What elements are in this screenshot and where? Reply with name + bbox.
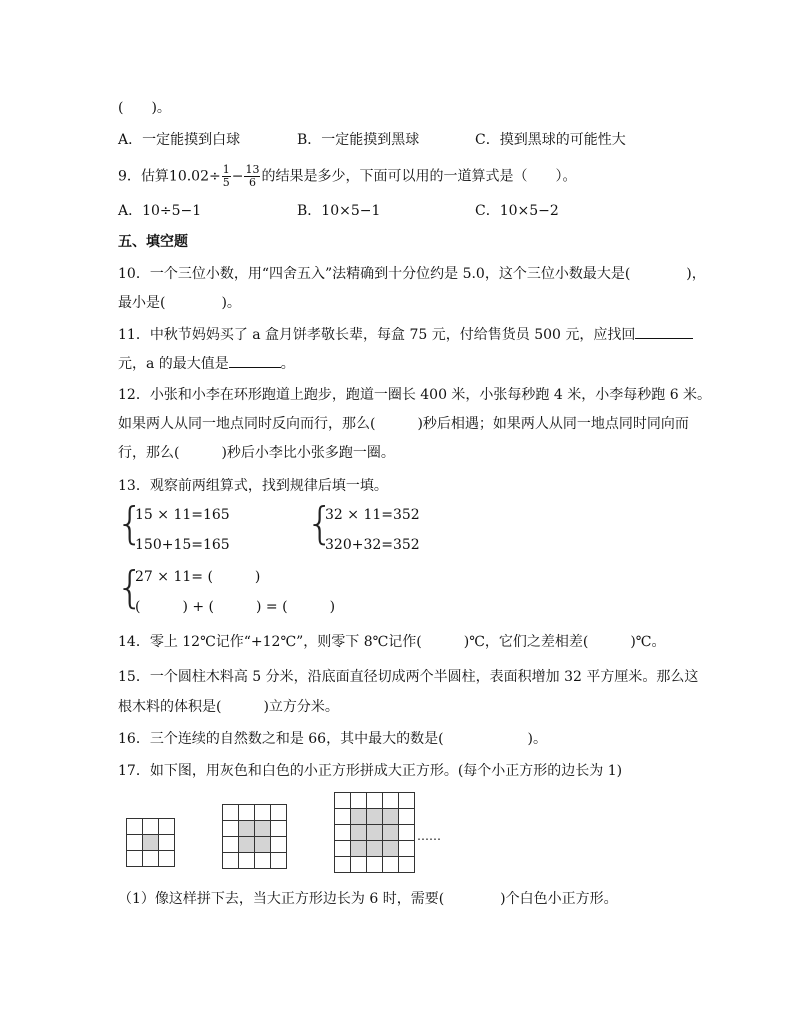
q11-text-2: 元，a 的最大值是 [118, 356, 229, 372]
white-square [143, 819, 159, 835]
gray-square [351, 825, 367, 841]
white-square [335, 793, 351, 809]
pattern-grid-1 [126, 818, 179, 871]
q13-group2-b: 320+32=352 [325, 537, 420, 553]
gray-square [255, 821, 271, 837]
white-square [271, 821, 287, 837]
gray-square [255, 837, 271, 853]
white-square [239, 853, 255, 869]
white-square [255, 805, 271, 821]
q9-option-a: A．10÷5−1 [118, 203, 202, 219]
q11-period: 。 [280, 356, 295, 372]
section-title: 五、填空题 [118, 234, 188, 250]
gray-square [383, 825, 399, 841]
q11-line2 [118, 353, 295, 374]
q13-group1-a: 15 × 11=165 [135, 507, 230, 523]
q11-blank-2 [229, 353, 281, 368]
white-square [351, 857, 367, 873]
white-square [399, 841, 415, 857]
q12-line2: 如果两人从同一地点同时反向而行，那么( )秒后相遇；如果两人从同一地点同时同向而 [118, 416, 689, 432]
gray-square [367, 825, 383, 841]
q13-brace-3: { [116, 562, 144, 613]
white-square [159, 835, 175, 851]
white-square [335, 841, 351, 857]
q9-frac1-num: 1 [222, 163, 230, 176]
white-square [367, 793, 383, 809]
gray-square [383, 841, 399, 857]
q9-option-b: B．10×5−1 [297, 203, 381, 219]
white-square [399, 825, 415, 841]
pattern-grid-2 [222, 804, 289, 871]
pattern-grid-3 [334, 792, 415, 873]
white-square [383, 793, 399, 809]
q12-line3: 行，那么( )秒后小李比小张多跑一圈。 [118, 445, 395, 461]
q9-fraction-1 [222, 164, 231, 189]
q9-minus: − [231, 168, 244, 185]
q13-group1-b: 150+15=165 [135, 537, 230, 553]
q8-tail: ( )。 [118, 100, 171, 116]
q10-line2: 最小是( )。 [118, 295, 241, 311]
white-square [335, 857, 351, 873]
gray-square [351, 841, 367, 857]
q17-line1: 17．如下图，用灰色和白色的小正方形拼成大正方形。(每个小正方形的边长为 1) [118, 763, 623, 779]
white-square [335, 809, 351, 825]
white-square [335, 825, 351, 841]
q8-option-a: A．一定能摸到白球 [118, 132, 241, 148]
q13-brace-1: { [116, 498, 144, 549]
q8-option-c: C．摸到黑球的可能性大 [475, 132, 626, 148]
q17-sub1: （1）像这样拼下去，当大正方形边长为 6 时，需要( )个白色小正方形。 [118, 891, 618, 907]
white-square [143, 851, 159, 867]
white-square [271, 805, 287, 821]
gray-square [143, 835, 159, 851]
white-square [223, 853, 239, 869]
white-square [367, 857, 383, 873]
q9-frac1-den: 5 [222, 176, 230, 189]
q13-group2-a: 32 × 11=352 [325, 507, 420, 523]
q11-text: 11．中秋节妈妈买了 a 盒月饼孝敬长辈，每盒 75 元，付给售货员 500 元，应找回 [118, 327, 636, 343]
white-square [351, 793, 367, 809]
gray-square [367, 841, 383, 857]
white-square [223, 837, 239, 853]
gray-square [383, 809, 399, 825]
q13-brace-2: { [306, 498, 334, 549]
q10-line1: 10．一个三位小数，用“四舍五入”法精确到十分位约是 5.0，这个三位小数最大是( )， [118, 266, 706, 282]
q16: 16．三个连续的自然数之和是 66，其中最大的数是( )。 [118, 731, 548, 747]
white-square [127, 835, 143, 851]
white-square [239, 805, 255, 821]
gray-square [367, 809, 383, 825]
q9-question [118, 164, 576, 189]
q13-group3-b: ( ) + ( ) = ( ) [135, 599, 336, 615]
white-square [399, 793, 415, 809]
q15-line2: 根木料的体积是( )立方分米。 [118, 699, 339, 715]
q8-option-b: B．一定能摸到黑球 [297, 132, 420, 148]
white-square [223, 805, 239, 821]
white-square [271, 837, 287, 853]
q13-group3-a: 27 × 11= ( ) [135, 569, 261, 585]
q9-suffix: 的结果是多少，下面可以用的一道算式是（ ）。 [261, 168, 577, 185]
q17-ellipsis: …… [417, 829, 441, 843]
white-square [255, 853, 271, 869]
gray-square [239, 821, 255, 837]
q9-prefix: 9．估算10.02÷ [118, 168, 221, 185]
q13-line1: 13．观察前两组算式，找到规律后填一填。 [118, 478, 388, 494]
gray-square [351, 809, 367, 825]
white-square [223, 821, 239, 837]
q11-line1 [118, 324, 693, 345]
q9-frac2-num: 13 [245, 163, 260, 176]
white-square [127, 819, 143, 835]
q9-fraction-2 [244, 164, 260, 189]
gray-square [239, 837, 255, 853]
white-square [159, 819, 175, 835]
white-square [127, 851, 143, 867]
white-square [383, 857, 399, 873]
white-square [159, 851, 175, 867]
q14: 14．零上 12℃记作“+12℃”，则零下 8℃记作( )℃，它们之差相差( )℃。 [118, 634, 666, 650]
q11-blank-1 [635, 324, 693, 339]
q15-line1: 15．一个圆柱木料高 5 分米，沿底面直径切成两个半圆柱，表面积增加 32 平方厘米。那么这 [118, 669, 699, 685]
q9-option-c: C．10×5−2 [475, 203, 559, 219]
white-square [399, 809, 415, 825]
white-square [271, 853, 287, 869]
q12-line1: 12．小张和小李在环形跑道上跑步，跑道一圈长 400 米，小张每秒跑 4 米，小李每秒跑 6 米。 [118, 387, 712, 403]
q9-frac2-den: 6 [248, 176, 256, 189]
white-square [399, 857, 415, 873]
